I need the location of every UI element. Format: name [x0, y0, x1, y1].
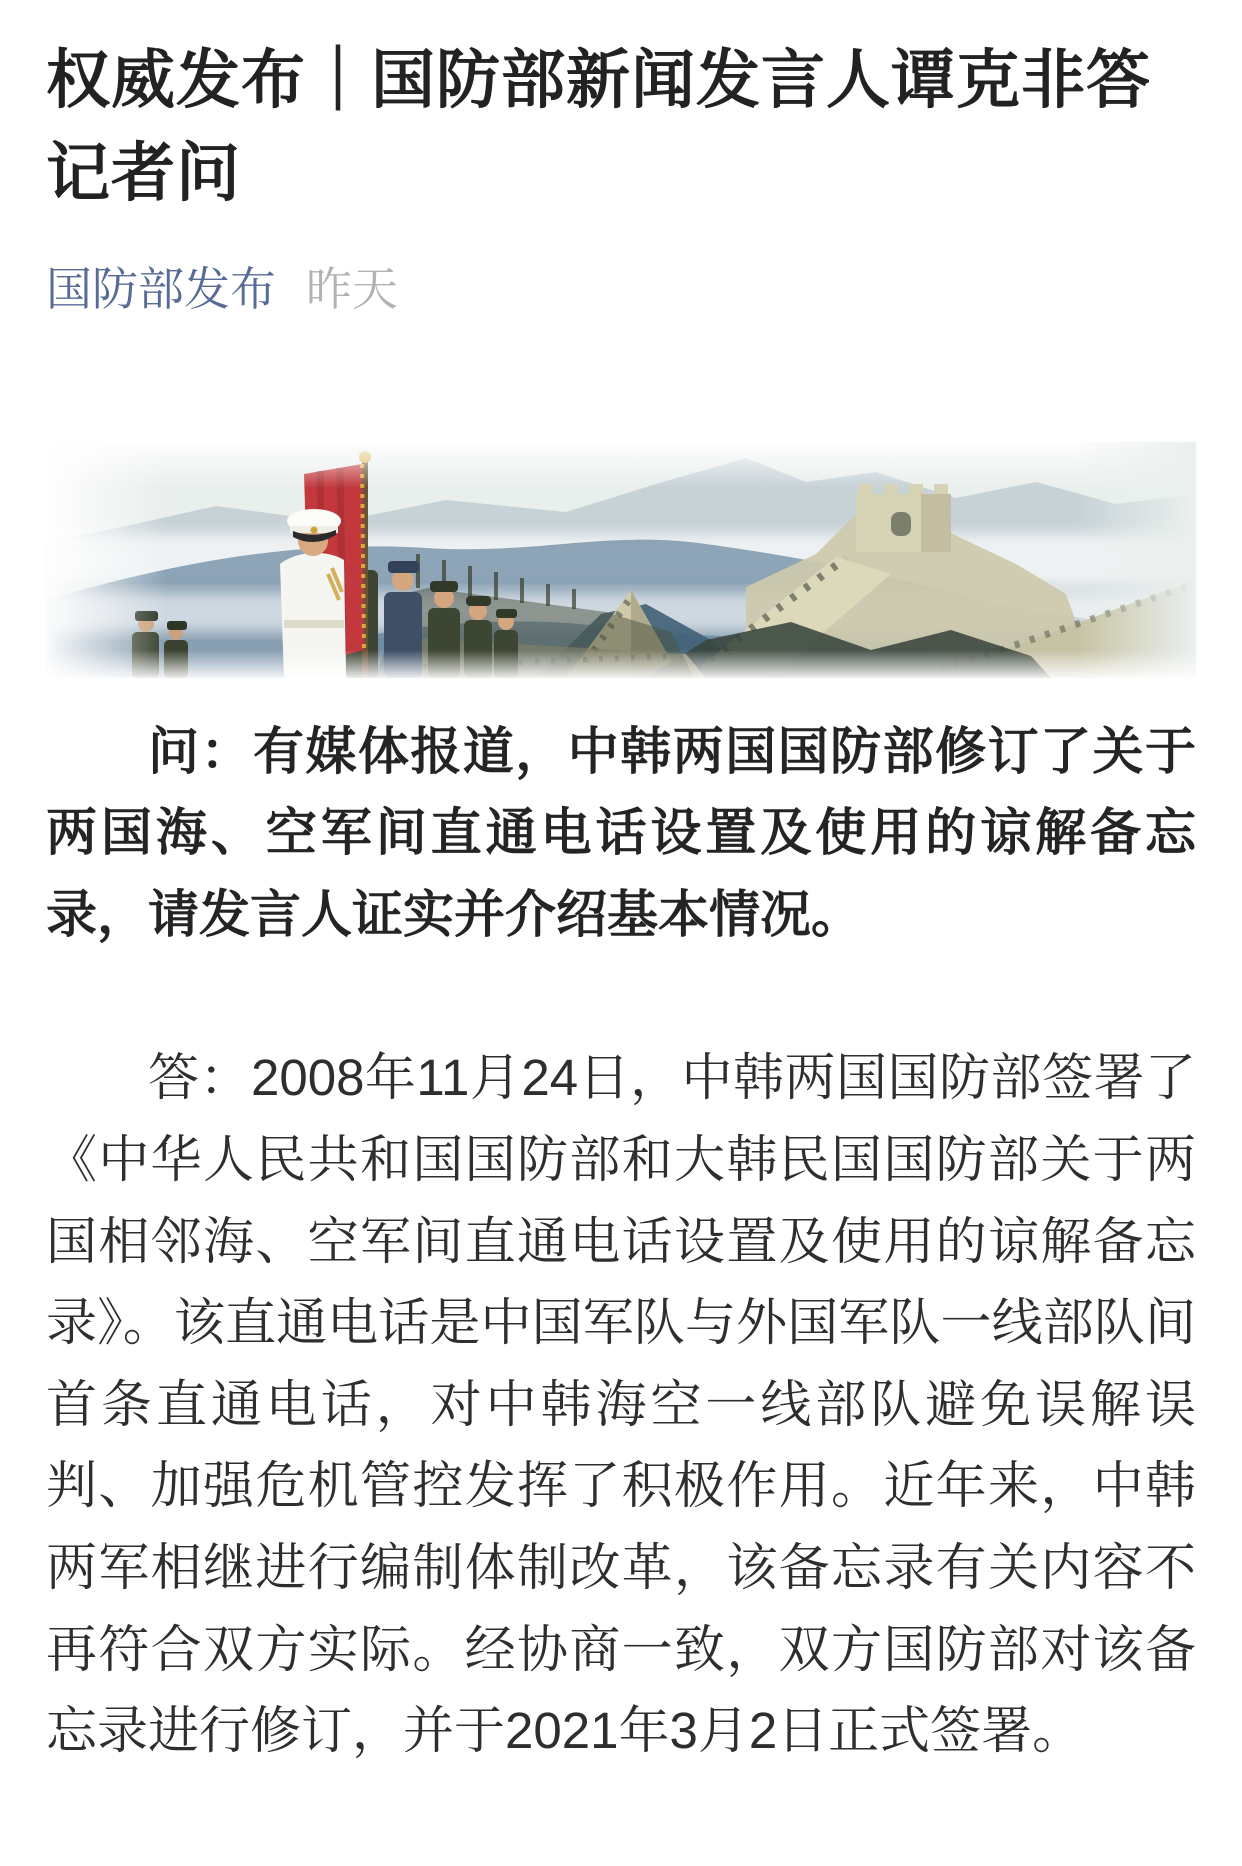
fade-bottom: [46, 650, 1196, 678]
article-title: 权威发布｜国防部新闻发言人谭克非答记者问: [46, 44, 1151, 209]
hero-image[interactable]: [46, 442, 1196, 678]
account-name-link[interactable]: 国防部发布: [46, 262, 276, 315]
byline: [46, 258, 1196, 320]
answer-paragraph: 答：2008年11月24日，中韩两国国防部签署了《中华人民共和国国防部和大韩民国国防部关于两国相邻海、空军间直通电话设置及使用的谅解备忘录》。该直通电话是中国军队与外国军队一线部队间首条直通电话，对中韩海空一线部队避免误解误判、加强危机管控发挥了积极作用。近年来，中韩两军相继进行编制体制改革，该备忘录有关内容不再符合双方实际。经协商一致，双方国防部对该备忘录进行修订，并于2021年3月2日正式签署。: [46, 1049, 1196, 1760]
fade-top: [46, 442, 1196, 488]
question-paragraph: 问：有媒体报道，中韩两国国防部修订了关于两国海、空军间直通电话设置及使用的谅解备忘录，请发言人证实并介绍基本情况。: [46, 722, 1196, 943]
fade-right: [1076, 442, 1196, 678]
fade-left: [46, 442, 166, 678]
publish-time: 昨天: [306, 262, 398, 315]
